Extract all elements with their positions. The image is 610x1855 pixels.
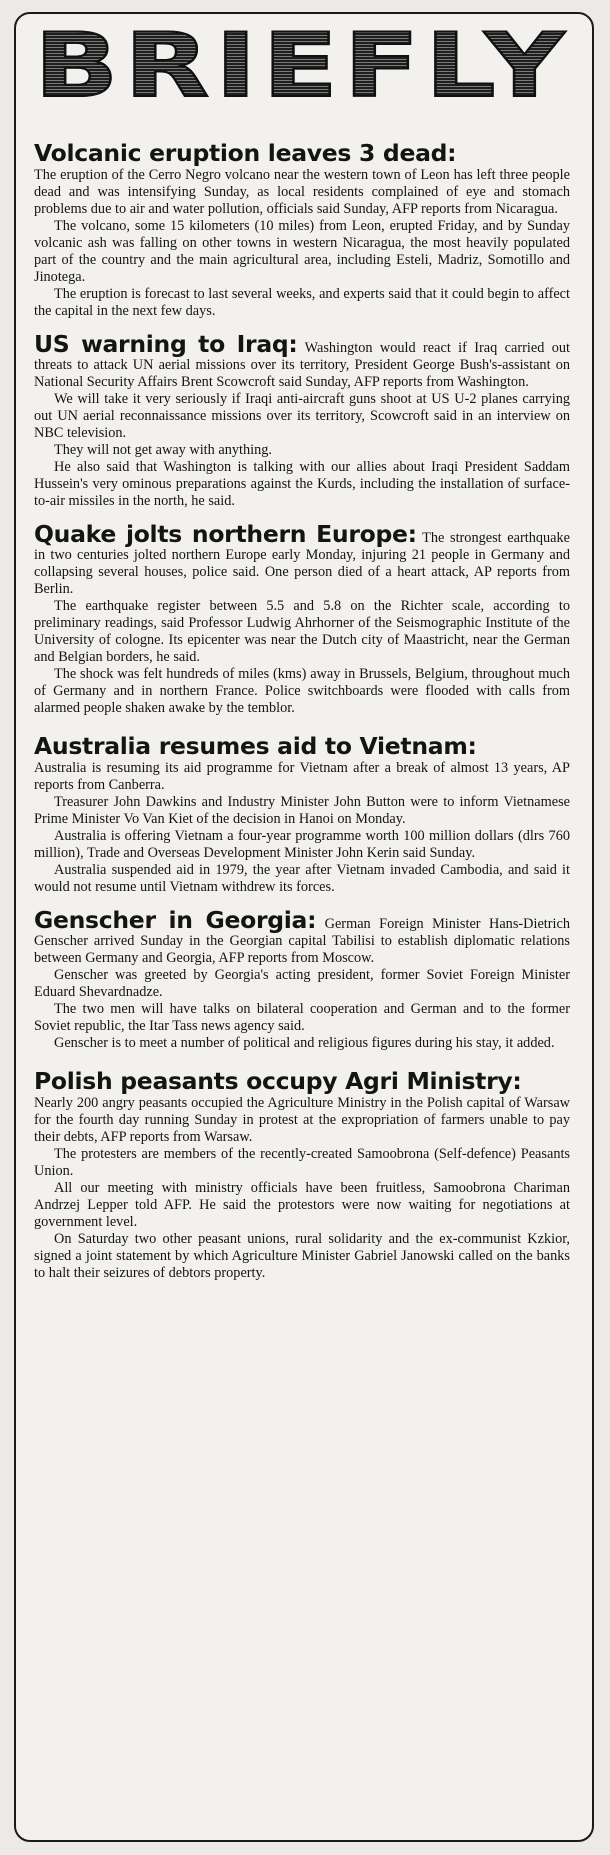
story-lead-text: German Foreign Minister Hans-Dietrich Genscher arrived Sunday in the Georgian capital Tabilisi to establish diplomatic relations between Germany and Georgia, AFP reports from Moscow. (34, 916, 570, 966)
story-paragraph: Australia is offering Vietnam a four-year programme worth 100 million dollars (dlrs 760 million), Trade and Overseas Development Minister John Kerin said Sunday. (34, 828, 570, 861)
story-paragraph: Genscher was greeted by Georgia's acting president, former Soviet Foreign Minister Eduard Shevardnadze. (34, 967, 570, 1000)
story-paragraph: He also said that Washington is talking with our allies about Iraqi President Saddam Hussein's very ominous preparations against the Kurds, including the installation of surface-to-air missiles in the north, he said. (34, 459, 570, 509)
story-australia-aid (34, 733, 570, 896)
story-paragraph: Treasurer John Dawkins and Industry Minister John Button were to inform Vietnamese Prime Minister Vo Van Kiet of the decision in Hanoi on Monday. (34, 794, 570, 827)
story-lead-paragraph (34, 520, 570, 598)
story-us-warning-iraq (34, 330, 570, 510)
story-paragraph: The protesters are members of the recently-created Samoobrona (Self-defence) Peasants Union. (34, 1146, 570, 1179)
story-paragraph: They will not get away with anything. (54, 442, 272, 458)
story-volcanic-eruption (34, 140, 570, 320)
story-lead-text: Washington would react if Iraq carried out threats to attack UN aerial missions over its territory, President George Bush's-assistant on National Security Affairs Brent Scowcroft said Sunday, AFP reports from Washington. (34, 340, 570, 390)
story-paragraph: Genscher is to meet a number of political and religious figures during his stay, it added. (54, 1035, 555, 1051)
story-paragraph: Australia suspended aid in 1979, the year after Vietnam invaded Cambodia, and said it would not resume until Vietnam withdrew its forces. (34, 862, 570, 895)
story-paragraph: Nearly 200 angry peasants occupied the Agriculture Ministry in the Polish capital of Warsaw for the fourth day running Sunday in protest at the expropriation of farmers unable to pay their debts, AFP reports from Warsaw. (34, 1095, 570, 1145)
story-paragraph: We will take it very seriously if Iraqi anti-aircraft guns shoot at US U-2 planes carrying out UN aerial reconnaissance missions over its territory, Scowcroft said in an interview on NBC television. (34, 391, 570, 441)
story-paragraph: All our meeting with ministry officials have been fruitless, Samoobrona Chariman Andrzej Lepper told AFP. He said the protestors were now waiting for negotiations at government level. (34, 1180, 570, 1230)
story-paragraph: The eruption is forecast to last several weeks, and experts said that it could begin to affect the capital in the next few days. (34, 286, 570, 319)
story-headline: Genscher in Georgia: (34, 906, 317, 934)
story-headline: US warning to Iraq: (34, 330, 298, 358)
story-headline: Volcanic eruption leaves 3 dead: (34, 139, 457, 167)
story-paragraph: The two men will have talks on bilateral cooperation and German and to the former Soviet republic, the Itar Tass news agency said. (34, 1001, 570, 1034)
story-paragraph: Australia is resuming its aid programme for Vietnam after a break of almost 13 years, AP reports from Canberra. (34, 760, 570, 793)
masthead-title: BRIEFLY (33, 14, 571, 117)
story-genscher-georgia (34, 906, 570, 1052)
masthead (33, 14, 571, 117)
story-paragraph: On Saturday two other peasant unions, rural solidarity and the ex-communist Kzkior, signed a joint statement by which Agriculture Minister Gabriel Janowski called on the banks to halt their seizures of debtors property. (34, 1231, 570, 1281)
story-paragraph: The earthquake register between 5.5 and 5.8 on the Richter scale, according to preliminary readings, said Professor Ludwig Ahrhorner of the Seismographic Institute of the University of cologne. Its epicenter was near the Dutch city of Maastricht, near the German and Belgian borders, he said. (34, 598, 570, 665)
story-headline: Australia resumes aid to Vietnam: (34, 732, 477, 760)
story-lead-text: The strongest earthquake in two centuries jolted northern Europe early Monday, injuring 21 people in Germany and collapsing several houses, police said. One person died of a heart attack, AP reports from Berlin. (34, 530, 570, 597)
story-paragraph: The eruption of the Cerro Negro volcano near the western town of Leon has left three people dead and was intensifying Sunday, as local residents complained of eye and stomach problems due to air and water pollution, officials said Sunday, AFP reports from Nicaragua. (34, 167, 570, 217)
story-paragraph: The shock was felt hundreds of miles (kms) away in Brussels, Belgium, throughout much of Germany and in northern France. Police switchboards were flooded with calls from alarmed people shaken awake by the temblor. (34, 666, 570, 716)
story-headline: Quake jolts northern Europe: (34, 520, 417, 548)
briefly-column (34, 140, 570, 1298)
story-headline: Polish peasants occupy Agri Ministry: (34, 1067, 522, 1095)
story-lead-paragraph (34, 906, 570, 967)
story-polish-peasants (34, 1068, 570, 1282)
story-lead-paragraph (34, 330, 570, 391)
story-quake-europe (34, 520, 570, 717)
story-paragraph: The volcano, some 15 kilometers (10 miles) from Leon, erupted Friday, and by Sunday volcanic ash was falling on other towns in western Nicaragua, the most heavily populated part of the country and the main agricultural area, including Esteli, Madriz, Somotillo and Jinotega. (34, 218, 570, 285)
